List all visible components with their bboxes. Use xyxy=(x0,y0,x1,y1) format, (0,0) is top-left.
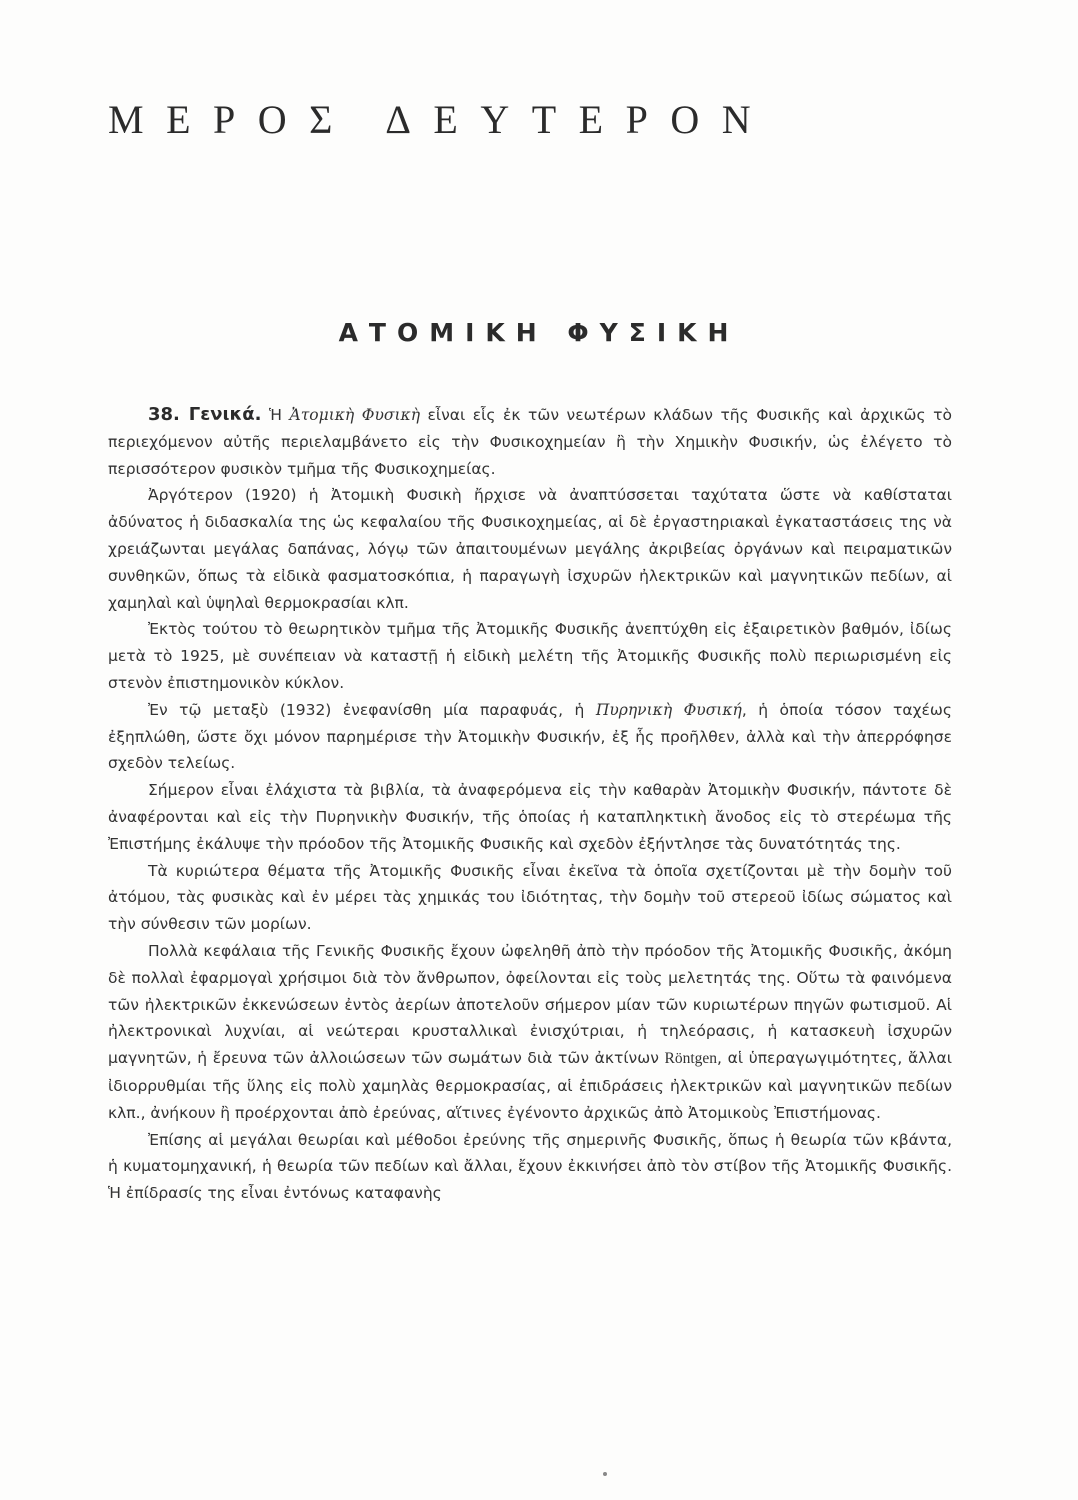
paragraph-2: Ἀργότερον (1920) ἡ Ἀτομικὴ Φυσικὴ ἤρχισε νὰ ἀναπτύσσεται ταχύτατα ὥστε νὰ καθίσταται ἀδύνατος ἡ διδασκαλία της ὡς κεφαλαίου τῆς Φυσικοχημείας, αἱ δὲ ἐργαστηριακαὶ ἐγκαταστάσεις της νὰ χρειάζωνται μεγάλας δαπάνας, λόγῳ τῶν ἀπαιτουμένων μεγάλης ἀκριβείας ὀργάνων καὶ πειραματικῶν συνθηκῶν, ὅπως τὰ εἰδικὰ φασματοσκόπια, ἡ παραγωγὴ ἰσχυρῶν ἠλεκτρικῶν καὶ μαγνητικῶν πεδίων, αἱ χαμηλαὶ καὶ ὑψηλαὶ θερμοκρασίαι κλπ. xyxy=(108,486,952,612)
paragraph-5: Σήμερον εἶναι ἐλάχιστα τὰ βιβλία, τὰ ἀναφερόμενα εἰς τὴν καθαρὰν Ἀτομικὴν Φυσικήν, πάντοτε δὲ ἀναφέρονται καὶ εἰς τὴν Πυρηνικὴν Φυσικήν, τῆς ὁποίας ἡ καταπληκτικὴ ἄνοδος εἰς τὸ στερέωμα τῆς Ἐπιστήμης ἐκάλυψε τὴν πρόοδον τῆς Ἀτομικῆς Φυσικῆς καὶ σχεδὸν ἐξήντλησε τὰς δυνατότητάς της. xyxy=(108,781,952,853)
paragraph-7 xyxy=(108,938,952,1127)
print-speck xyxy=(603,1472,607,1476)
paragraph-text: , αἱ ὑπεραγωγιμότητες, ἄλλαι ἰδιορρυθμίαι τῆς ὕλης εἰς πολὺ χαμηλὰς θερμοκρασίας, αἱ ἐπιδράσεις ἠλεκτρικῶν καὶ μαγνητικῶν πεδίων κλπ., ἀνήκουν ἢ προέρχονται ἀπὸ ἐρεύνας, αἵτινες ἐγένοντο ἀρχικῶς ἀπὸ Ἀτομικοὺς Ἐπιστήμονας. xyxy=(108,1049,952,1122)
paragraph-1 xyxy=(108,402,952,482)
italic-term: Ἀτομικὴ Φυσικὴ xyxy=(289,406,420,424)
paragraph-6: Τὰ κυριώτερα θέματα τῆς Ἀτομικῆς Φυσικῆς εἶναι ἐκεῖνα τὰ ὁποῖα σχετίζονται μὲ τὴν δομὴν τοῦ ἀτόμου, τὰς φυσικὰς καὶ ἐν μέρει τὰς χημικάς του ἰδιότητας, τὴν δομὴν τοῦ στερεοῦ ἰδίως σώματος καὶ τὴν σύνθεσιν τῶν μορίων. xyxy=(108,861,952,934)
roman-name: Röntgen xyxy=(664,1050,718,1068)
chapter-title: ΑΤΟΜΙΚΗ ΦΥΣΙΚΗ xyxy=(338,318,740,347)
paragraph-text: εἶναι εἷς ἐκ τῶν νεωτέρων κλάδων τῆς Φυσικῆς καὶ ἀρχικῶς τὸ περιεχόμενον αὐτῆς περιελαμβάνετο εἰς τὴν Φυσικοχημείαν ἢ τὴν Χημικὴν Φυσικήν, ὡς ἐλέγετο τὸ περισσότερον φυσικὸν τμῆμα τῆς Φυσικοχημείας. xyxy=(108,406,952,478)
body-text xyxy=(108,402,952,1207)
part-title: ΜΕΡΟΣ ΔΕΥΤΕΡΟΝ xyxy=(108,97,774,142)
paragraph-text: Πολλὰ κεφάλαια τῆς Γενικῆς Φυσικῆς ἔχουν ὠφεληθῆ ἀπὸ τὴν πρόοδον τῆς Ἀτομικῆς Φυσικῆς, ἀκόμη δὲ πολλαὶ ἐφαρμογαὶ χρήσιμοι διὰ τὸν ἄνθρωπον, ὀφείλονται εἰς τοὺς μελετητάς της. Οὕτω τὰ φαινόμενα τῶν ἠλεκτρικῶν ἐκκενώσεων ἐντὸς ἀερίων ἀποτελοῦν σήμερον μίαν τῶν κυριωτέρων πηγῶν φωτισμοῦ. Αἱ ἠλεκτρονικαὶ λυχνίαι, αἱ νεώτεραι κρυσταλλικαὶ ἐνισχύτριαι, ἡ τηλεόρασις, ἡ κατασκευὴ ἰσχυρῶν μαγνητῶν, ἡ ἔρευνα τῶν ἀλλοιώσεων τῶν σωμάτων διὰ τῶν ἀκτίνων xyxy=(108,941,952,1068)
paragraph-text: Ἡ xyxy=(261,406,290,424)
section-heading: 38. Γενικά. xyxy=(148,404,262,425)
paragraph-8: Ἐπίσης αἱ μεγάλαι θεωρίαι καὶ μέθοδοι ἐρεύνης τῆς σημερινῆς Φυσικῆς, ὅπως ἡ θεωρία τῶν κβάντα, ἡ κυματομηχανική, ἡ θεωρία τῶν πεδίων καὶ ἄλλαι, ἔχουν ἐκκινήσει ἀπὸ τὸν στίβον τῆς Ἀτομικῆς Φυσικῆς. Ἡ ἐπίδρασίς της εἶναι ἐντόνως καταφανὴς xyxy=(108,1130,952,1203)
paragraph-4 xyxy=(108,697,952,777)
paragraph-text: , ἡ ὁποία τόσον ταχέως ἐξηπλώθη, ὥστε ὄχι μόνον παρημέρισε τὴν Ἀτομικὴν Φυσικήν, ἐξ ἧς προῆλθεν, ἀλλὰ καὶ τὴν ἀπερρόφησε σχεδὸν τελείως. xyxy=(108,700,952,773)
italic-term: Πυρηνικὴ Φυσική xyxy=(595,700,742,719)
paragraph-3: Ἐκτὸς τούτου τὸ θεωρητικὸν τμῆμα τῆς Ἀτομικῆς Φυσικῆς ἀνεπτύχθη εἰς ἐξαιρετικὸν βαθμόν, ἰδίως μετὰ τὸ 1925, μὲ συνέπειαν νὰ καταστῇ ἡ εἰδικὴ μελέτη τῆς Ἀτομικῆς Φυσικῆς πολὺ περιωρισμένη εἰς στενὸν ἐπιστημονικὸν κύκλον. xyxy=(108,620,952,692)
paragraph-text: Ἐν τῷ μεταξὺ (1932) ἐνεφανίσθη μία παραφυάς, ἡ xyxy=(148,700,596,719)
